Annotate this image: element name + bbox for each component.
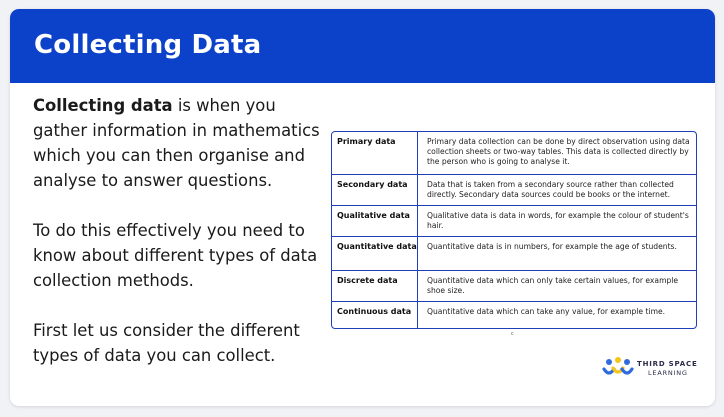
table-row — [332, 301, 696, 328]
table-term: Primary data — [332, 132, 418, 174]
table-definition: Qualitative data is data in words, for example the colour of student's hair. — [427, 211, 689, 230]
slide-card — [10, 9, 715, 406]
table-row — [332, 236, 696, 270]
table-term: Qualitative data — [332, 206, 418, 236]
table-definition: Data that is taken from a secondary source rather than collected directly. Secondary data sources could be books or the internet. — [427, 180, 674, 199]
table-term: Secondary data — [332, 175, 418, 205]
paragraph-definition — [33, 93, 323, 193]
table-row — [332, 205, 696, 236]
table-term: Discrete data — [332, 271, 418, 301]
table-definition: Primary data collection can be done by direct observation using data collection sheets or two-way tables. This data is collected directly by the person who is going to analyse it. — [427, 137, 690, 166]
table-term: Continuous data — [332, 302, 418, 328]
paragraph-types: First let us consider the different types of data you can collect. — [33, 321, 300, 365]
data-types-table — [331, 131, 697, 329]
table-definition: Quantitative data which can take any value, for example time. — [427, 307, 666, 316]
logo-text-line2: LEARNING — [648, 369, 688, 377]
page-title: Collecting Data — [34, 30, 262, 60]
header-bar — [10, 9, 715, 83]
body-text — [33, 93, 323, 393]
table-term: Quantitative data — [332, 237, 418, 270]
logo-text-line1: THIRD SPACE — [637, 360, 698, 368]
term-highlight: Collecting data — [33, 96, 173, 115]
third-space-learning-logo — [601, 357, 698, 381]
table-definition: Quantitative data is in numbers, for example the age of students. — [427, 242, 677, 251]
tiny-mark: c — [511, 331, 514, 337]
table-row — [332, 132, 696, 174]
definition-text: is when you gather information in mathematics which you can then organise and analyse to answer questions. — [33, 96, 320, 190]
table-row — [332, 270, 696, 301]
paragraph-methods: To do this effectively you need to know about different types of data collection methods. — [33, 221, 318, 290]
table-definition: Quantitative data which can only take certain values, for example shoe size. — [427, 276, 679, 295]
logo-mark-icon — [601, 357, 635, 381]
table-row — [332, 174, 696, 205]
